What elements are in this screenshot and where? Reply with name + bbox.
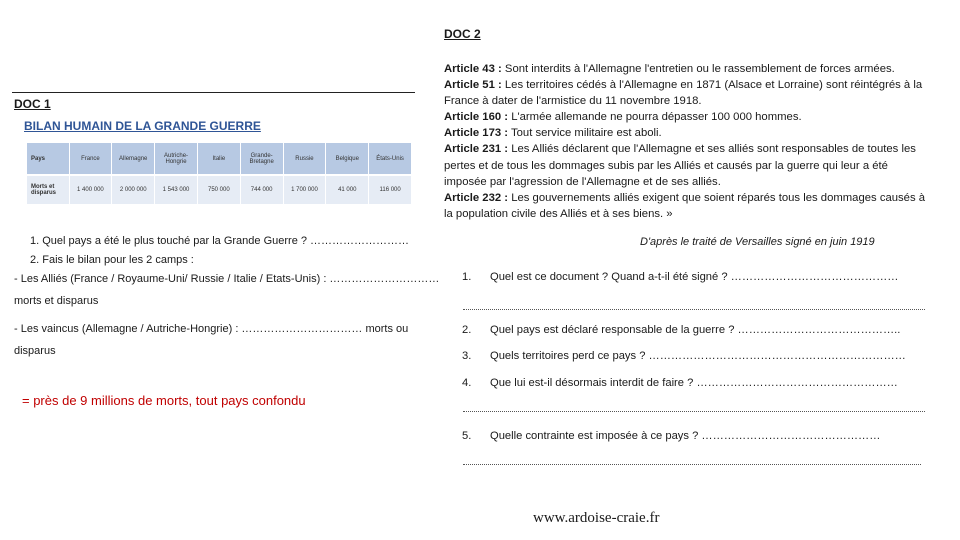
article-number: Article 173 : (444, 127, 509, 140)
doc1-heading: BILAN HUMAIN DE LA GRANDE GUERRE (24, 119, 261, 133)
table-header-row (27, 143, 412, 175)
article-text: L'armée allemande ne pourra dépasser 100 000 hommes. (508, 111, 802, 124)
table-header-cell: Belgique (326, 143, 369, 175)
table-cell: 41 000 (326, 175, 369, 204)
table-header-cell: États-Unis (369, 143, 412, 175)
article-51 (444, 77, 930, 109)
table-row-label: Morts et disparus (27, 175, 69, 204)
question-number: 3. (462, 350, 472, 362)
table-cell: 1 700 000 (283, 175, 326, 204)
table-cell: 2 000 000 (112, 175, 155, 204)
article-number: Article 160 : (444, 111, 509, 124)
footer-site-url: www.ardoise-craie.fr (533, 510, 660, 526)
doc1-vaincus-line: - Les vaincus (Allemagne / Autriche-Hongrie) : …………………………… morts ou (14, 323, 409, 335)
table-cell: 1 543 000 (155, 175, 198, 204)
document-source: D'après le traité de Versailles signé en juin 1919 (640, 236, 875, 248)
article-number: Article 51 : (444, 79, 502, 92)
question-text: Quel pays est déclaré responsable de la guerre ? …………………………………….. (490, 324, 901, 336)
table-cell: 744 000 (240, 175, 283, 204)
question-text: Quelle contrainte est imposée à ce pays ? ………………………………………… (490, 430, 881, 442)
doc1-top-rule (12, 92, 415, 93)
article-number: Article 232 : (444, 191, 509, 204)
article-43 (444, 61, 930, 77)
table-header-cell: Allemagne (112, 143, 155, 175)
table-header-cell: Pays (27, 143, 69, 175)
article-160 (444, 109, 930, 125)
table-header-cell: Grande-Bretagne (240, 143, 283, 175)
doc1-allies-line: - Les Alliés (France / Royaume-Uni/ Russie / Italie / Etats-Unis) : ………………………… (14, 273, 440, 285)
article-text: Sont interdits à l'Allemagne l'entretien ou le rassemblement de forces armées. (501, 63, 895, 75)
table-header-cell: France (69, 143, 112, 175)
article-text: Les Alliés déclarent que l'Allemagne et ses alliés sont responsables de toutes les pertes et de tous les dommages subis par les Alliés et causés par la guerre qui leur a été imposée par l'agression de l'Allemagne et de ses alliés. (444, 143, 916, 188)
answer-line (463, 411, 925, 412)
doc1-label: DOC 1 (14, 97, 51, 111)
question-text: Que lui est-il désormais interdit de faire ? ……………………………………………… (490, 377, 898, 389)
table-header-cell: Autriche-Hongrie (155, 143, 198, 175)
question-number: 1. (462, 271, 472, 283)
article-number: Article 43 : (444, 63, 502, 75)
question-number: 5. (462, 430, 472, 442)
article-text: Les gouvernements alliés exigent que soient réparés tous les dommages causés à la population civile des Alliés et à ses biens. » (444, 191, 926, 220)
article-231 (444, 141, 930, 189)
conclusion-text: = près de 9 millions de morts, tout pays confondu (22, 393, 306, 408)
table-cell: 1 400 000 (69, 175, 112, 204)
question-text: Quels territoires perd ce pays ? …………………………………………………………… (490, 350, 906, 362)
doc1-allies-tail: morts et disparus (14, 295, 99, 307)
doc1-question-2: 2. Fais le bilan pour les 2 camps : (30, 254, 194, 266)
question-text: Quel est ce document ? Quand a-t-il été signé ? ……………………………………… (490, 271, 899, 283)
answer-line (463, 309, 925, 310)
question-number: 2. (462, 324, 472, 336)
article-number: Article 231 : (444, 143, 509, 156)
article-173 (444, 125, 930, 141)
treaty-articles (444, 61, 930, 222)
answer-line (463, 464, 921, 465)
casualty-table (27, 143, 412, 204)
table-header-cell: Italie (197, 143, 240, 175)
article-232 (444, 190, 930, 222)
table-cell: 116 000 (369, 175, 412, 204)
doc1-vaincus-tail: disparus (14, 345, 56, 357)
doc1-question-1: 1. Quel pays a été le plus touché par la Grande Guerre ? ……………………… (30, 235, 410, 247)
table-header-cell: Russie (283, 143, 326, 175)
article-text: Tout service militaire est aboli. (508, 127, 662, 140)
table-cell: 750 000 (197, 175, 240, 204)
table-row (27, 175, 412, 204)
question-number: 4. (462, 377, 472, 389)
doc2-label: DOC 2 (444, 27, 481, 41)
article-text: Les territoires cédés à l'Allemagne en 1871 (Alsace et Lorraine) sont réintégrés à la France à dater de l'armistice du 11 novembre 1918. (444, 79, 923, 108)
